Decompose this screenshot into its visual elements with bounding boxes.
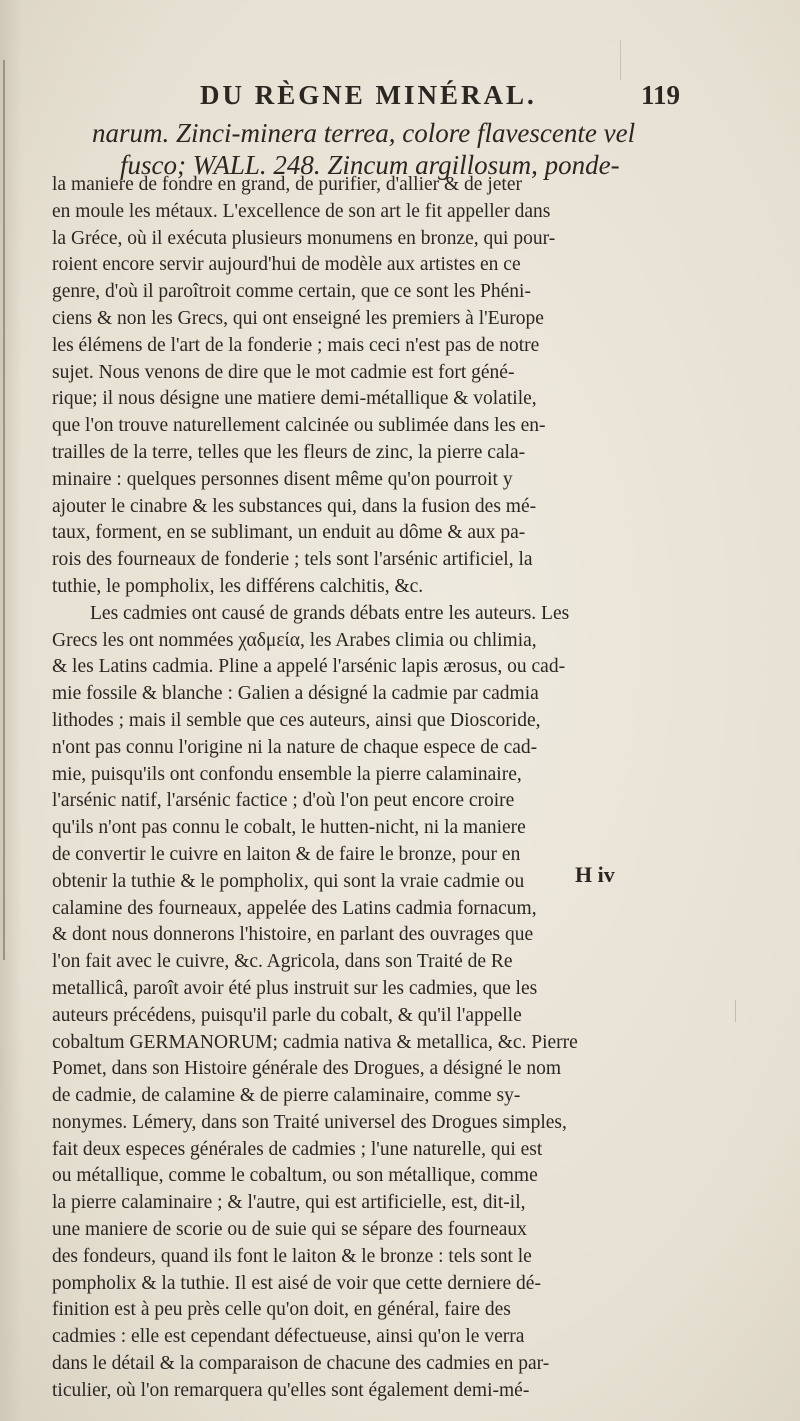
text-line: la maniere de fondre en grand, de purifier, d'allier & de jeter xyxy=(52,174,522,195)
text-line: auteurs précédens, puisqu'il parle du cobalt, & qu'il l'appelle xyxy=(52,1004,522,1026)
text-line: les élémens de l'art de la fonderie ; mais ceci n'est pas de notre xyxy=(52,334,540,356)
text-line: finition est à peu près celle qu'on doit, en général, faire des xyxy=(52,1299,511,1321)
carryover-line: narum. Zinci-minera terrea, colore flavescente vel xyxy=(92,118,636,148)
text-line: & les Latins cadmia. Pline a appelé l'arsénic lapis ærosus, ou cad- xyxy=(52,656,566,678)
text-line: lithodes ; mais il semble que ces auteurs, ainsi que Dioscoride, xyxy=(52,709,541,731)
carryover-line: fusco; WALL. 248. Zincum argillosum, ponde- xyxy=(120,150,620,180)
text-line: tuthie, le pompholix, les différens calchitis, &c. xyxy=(52,575,424,597)
text-line: cobaltum GERMANORUM; cadmia nativa & metallica, &c. Pierre xyxy=(52,1031,578,1053)
text-line: sujet. Nous venons de dire que le mot cadmie est fort géné- xyxy=(52,361,515,383)
body-text xyxy=(52,172,692,1405)
text-line: ticulier, où l'on remarquera qu'elles sont également demi-mé- xyxy=(52,1379,530,1401)
text-line: Les cadmies ont causé de grands débats entre les auteurs. Les xyxy=(90,602,570,624)
text-line: de cadmie, de calamine & de pierre calaminaire, comme sy- xyxy=(52,1085,521,1107)
text-line: mie, puisqu'ils ont confondu ensemble la pierre calaminaire, xyxy=(52,763,522,785)
text-line: la pierre calaminaire ; & l'autre, qui est artificielle, est, dit-il, xyxy=(52,1192,526,1214)
text-line: Grecs les ont nommées χαδμεία, les Arabes climia ou chlimia, xyxy=(52,629,537,651)
page-edge-shadow xyxy=(3,60,5,960)
text-line: minaire : quelques personnes disent même qu'on pourroit y xyxy=(52,468,513,490)
text-line: calamine des fourneaux, appelée des Latins cadmia fornacum, xyxy=(52,897,537,919)
text-line: n'ont pas connu l'origine ni la nature de chaque espece de cad- xyxy=(52,736,538,758)
text-line: ciens & non les Grecs, qui ont enseigné les premiers à l'Europe xyxy=(52,307,544,329)
text-line: taux, forment, en se sublimant, un enduit au dôme & aux pa- xyxy=(52,522,526,544)
text-line: fait deux especes générales de cadmies ; l'une naturelle, qui est xyxy=(52,1138,543,1160)
text-line: l'arsénic natif, l'arsénic factice ; d'où l'on peut encore croire xyxy=(52,790,515,812)
text-line: mie fossile & blanche : Galien a désigné la cadmie par cadmia xyxy=(52,683,539,705)
text-line: rique; il nous désigne une matiere demi-métallique & volatile, xyxy=(52,388,537,410)
text-line: la Gréce, où il exécuta plusieurs monumens en bronze, qui pour- xyxy=(52,227,556,249)
page-number: 119 xyxy=(640,80,680,110)
paper-mark xyxy=(735,1000,736,1022)
text-line: rois des fourneaux de fonderie ; tels sont l'arsénic artificiel, la xyxy=(52,549,533,571)
text-line: que l'on trouve naturellement calcinée ou sublimée dans les en- xyxy=(52,415,546,437)
text-line: Pomet, dans son Histoire générale des Drogues, a désigné le nom xyxy=(52,1058,562,1080)
text-line: metallicâ, paroît avoir été plus instruit sur les cadmies, que les xyxy=(52,977,538,999)
text-line: nonymes. Lémery, dans son Traité universel des Drogues simples, xyxy=(52,1111,567,1133)
text-line: dans le détail & la comparaison de chacune des cadmies en par- xyxy=(52,1353,550,1375)
text-line: en moule les métaux. L'excellence de son art le fit appeller dans xyxy=(52,200,551,222)
text-line: trailles de la terre, telles que les fleurs de zinc, la pierre cala- xyxy=(52,441,526,463)
paper-mark xyxy=(620,40,621,80)
signature-mark: H iv xyxy=(575,862,615,887)
running-head-title: DU RÈGNE MINÉRAL. xyxy=(200,80,537,110)
text-line: cadmies : elle est cependant défectueuse, ainsi qu'on le verra xyxy=(52,1326,525,1348)
text-line: qu'ils n'ont pas connu le cobalt, le hutten-nicht, ni la maniere xyxy=(52,817,526,839)
text-line: obtenir la tuthie & le pompholix, qui sont la vraie cadmie ou xyxy=(52,870,525,892)
text-line: pompholix & la tuthie. Il est aisé de voir que cette derniere dé- xyxy=(52,1272,541,1294)
text-line: & dont nous donnerons l'histoire, en parlant des ouvrages que xyxy=(52,924,534,946)
text-line: genre, d'où il paroîtroit comme certain, que ce sont les Phéni- xyxy=(52,281,531,303)
text-line: de convertir le cuivre en laiton & de faire le bronze, pour en xyxy=(52,843,521,865)
text-line: ou métallique, comme le cobaltum, ou son métallique, comme xyxy=(52,1165,538,1187)
text-line: ajouter le cinabre & les substances qui, dans la fusion des mé- xyxy=(52,495,537,517)
text-line: l'on fait avec le cuivre, &c. Agricola, dans son Traité de Re xyxy=(52,951,513,973)
text-line: une maniere de scorie ou de suie qui se sépare des fourneaux xyxy=(52,1219,527,1241)
text-line: roient encore servir aujourd'hui de modèle aux artistes en ce xyxy=(52,254,521,276)
text-line: des fondeurs, quand ils font le laiton & le bronze : tels sont le xyxy=(52,1245,532,1267)
running-head xyxy=(200,80,680,114)
